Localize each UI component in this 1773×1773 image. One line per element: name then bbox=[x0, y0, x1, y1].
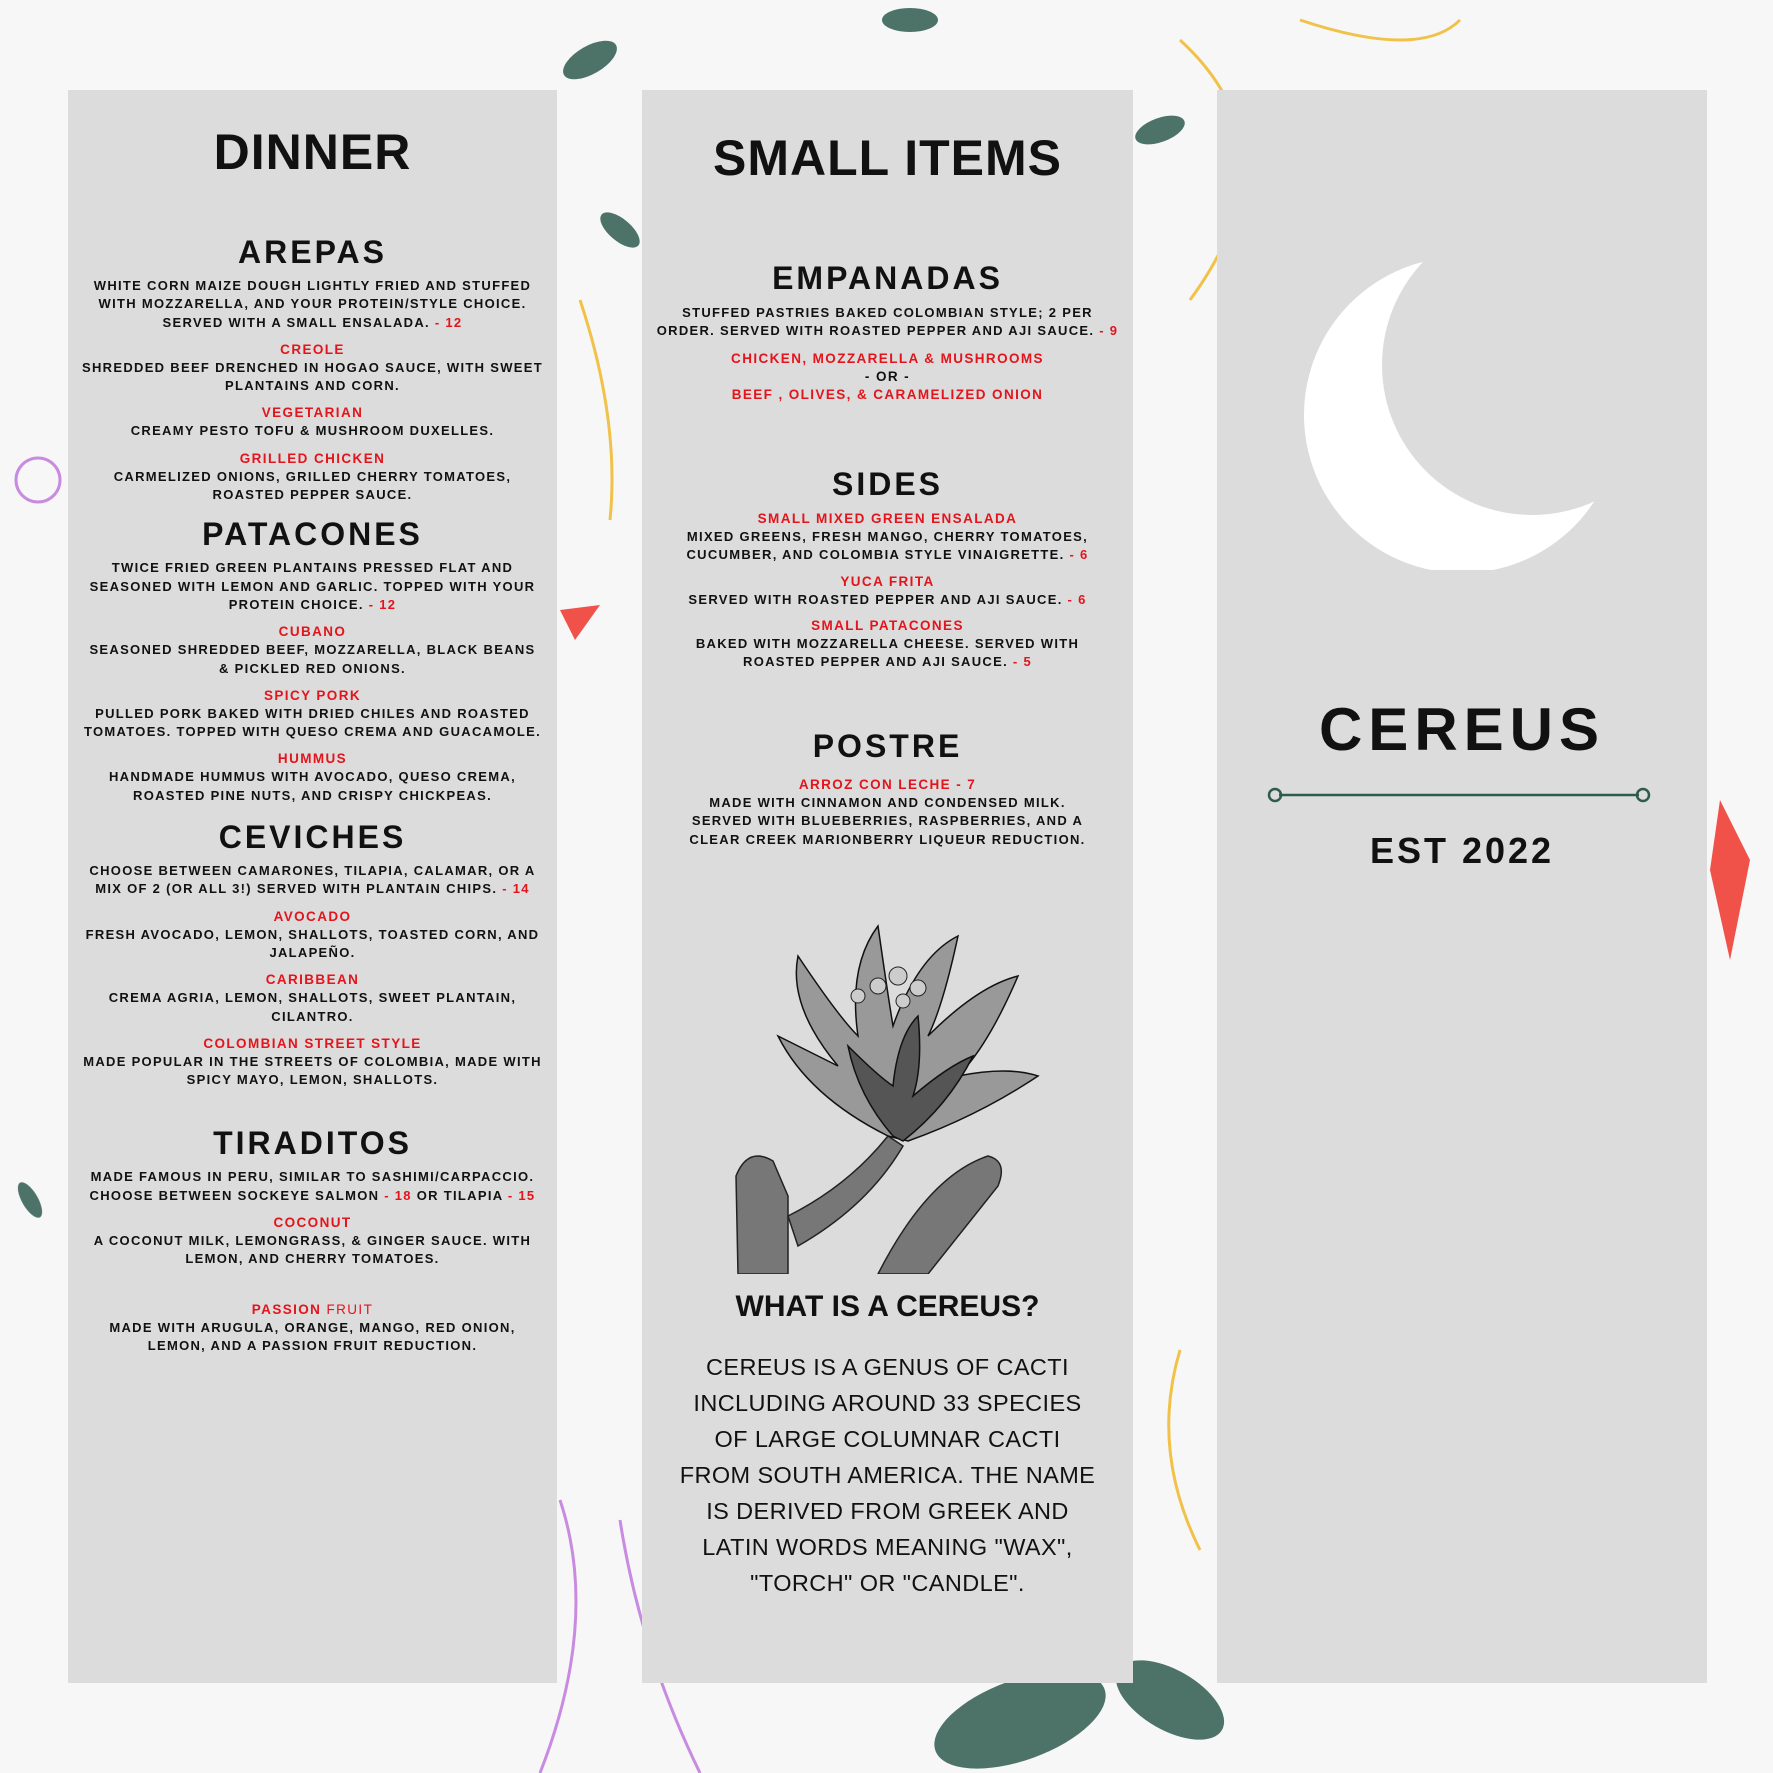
cereus-description: CEREUS IS A GENUS OF CACTI INCLUDING AROUND 33 SPECIES OF LARGE COLUMNAR CACTI FROM SOUTH AMERICA. THE NAME IS DERIVED FROM GREEK AND LATIN WORDS MEANING "WAX", "TORCH" OR "CANDLE". bbox=[679, 1354, 1096, 1596]
item-name bbox=[68, 1301, 557, 1319]
postre-item-name: ARROZ CON LECHE - 7 bbox=[798, 777, 977, 792]
empanadas-heading: EMPANADAS bbox=[772, 260, 1003, 296]
item-name-text: CREOLE bbox=[280, 341, 345, 357]
dinner-title: DINNER bbox=[213, 124, 412, 180]
item-desc: PULLED PORK BAKED WITH DRIED CHILES AND ROASTED TOMATOES. TOPPED WITH QUESO CREMA AND GUACAMOLE. bbox=[84, 705, 541, 740]
section-heading: TIRADITOS bbox=[213, 1125, 412, 1162]
section-desc bbox=[82, 559, 543, 614]
item-desc: CARMELIZED ONIONS, GRILLED CHERRY TOMATOES, ROASTED PEPPER SAUCE. bbox=[113, 468, 512, 503]
item-name-text: PASSION bbox=[251, 1301, 322, 1317]
desc-text: MADE FAMOUS IN PERU, SIMILAR TO SASHIMI/CARPACCIO. CHOOSE BETWEEN SOCKEYE SALMON bbox=[89, 1169, 535, 1203]
side-item bbox=[642, 573, 1133, 609]
side-item-desc bbox=[682, 591, 1093, 609]
item-desc: MADE POPULAR IN THE STREETS OF COLOMBIA, MADE WITH SPICY MAYO, LEMON, SHALLOTS. bbox=[83, 1053, 542, 1088]
item-desc: SHREDDED BEEF DRENCHED IN HOGAO SAUCE, WITH SWEET PLANTAINS AND CORN. bbox=[82, 359, 543, 394]
cereus-cactus-illustration bbox=[728, 916, 1042, 1274]
menu-section bbox=[68, 232, 557, 504]
side-item-desc bbox=[682, 635, 1093, 672]
section-desc bbox=[82, 277, 543, 332]
price: - 14 bbox=[502, 881, 530, 897]
side-item bbox=[642, 510, 1133, 565]
item-name-text: GRILLED CHICKEN bbox=[239, 450, 386, 466]
item-name-text: SPICY PORK bbox=[263, 687, 362, 703]
empanadas-or: - OR - bbox=[864, 368, 911, 384]
menu-item bbox=[68, 971, 557, 1026]
sides-section bbox=[642, 464, 1133, 671]
empanadas-option-1: CHICKEN, MOZZARELLA & MUSHROOMS bbox=[731, 350, 1044, 366]
brand-name: CEREUS bbox=[1318, 696, 1606, 763]
side-item-price: - 5 bbox=[1012, 654, 1032, 670]
price: - 12 bbox=[434, 314, 463, 330]
sides-items bbox=[642, 510, 1133, 671]
menu-item bbox=[68, 687, 557, 742]
side-item-desc-text: SERVED WITH ROASTED PEPPER AND AJI SAUCE. bbox=[688, 591, 1068, 607]
item-desc: CREMA AGRIA, LEMON, SHALLOTS, SWEET PLANTAIN, CILANTRO. bbox=[108, 990, 517, 1024]
side-item bbox=[642, 617, 1133, 672]
item-name bbox=[68, 750, 557, 768]
side-item-price: - 6 bbox=[1069, 547, 1089, 563]
postre-section bbox=[642, 726, 1133, 849]
desc-text: OR TILAPIA bbox=[411, 1187, 508, 1203]
menu-item bbox=[68, 1301, 557, 1356]
empanadas-desc-text: STUFFED PASTRIES BAKED COLOMBIAN STYLE; 2 PER ORDER. SERVED WITH ROASTED PEPPER AND AJI SAUCE. bbox=[656, 305, 1100, 339]
item-name-text: AVOCADO bbox=[273, 908, 352, 924]
item-name bbox=[68, 450, 557, 468]
empanadas-price: - 9 bbox=[1099, 323, 1119, 339]
desc-text: WHITE CORN MAIZE DOUGH LIGHTLY FRIED AND STUFFED WITH MOZZARELLA, AND YOUR PROTEIN/STYLE CHOICE. SERVED WITH A SMALL ENSALADA. bbox=[93, 278, 532, 330]
empanadas-desc bbox=[656, 304, 1119, 341]
side-item-name: SMALL PATACONES bbox=[811, 617, 964, 633]
menu-section bbox=[68, 1123, 557, 1355]
menu-item bbox=[68, 908, 557, 963]
menu-section bbox=[68, 817, 557, 1089]
menu-item bbox=[68, 404, 557, 440]
item-desc: CREAMY PESTO TOFU & MUSHROOM DUXELLES. bbox=[130, 423, 495, 439]
price: - 12 bbox=[368, 596, 397, 612]
section-desc bbox=[82, 1168, 543, 1205]
menu-item bbox=[68, 750, 557, 805]
desc-text: CHOOSE BETWEEN CAMARONES, TILAPIA, CALAMAR, OR A MIX OF 2 (OR ALL 3!) SERVED WITH PLANTAIN CHIPS. bbox=[89, 863, 536, 897]
side-item-desc-text: BAKED WITH MOZZARELLA CHEESE. SERVED WITH ROASTED PEPPER AND AJI SAUCE. bbox=[695, 635, 1080, 670]
price: - 15 bbox=[507, 1187, 536, 1203]
dinner-sections bbox=[68, 232, 557, 1355]
menu-section bbox=[68, 514, 557, 805]
menu-item bbox=[68, 450, 557, 505]
item-name bbox=[68, 341, 557, 359]
section-heading: CEVICHES bbox=[218, 819, 407, 856]
side-item-name: YUCA FRITA bbox=[840, 573, 935, 589]
small-items-panel bbox=[642, 90, 1133, 1683]
section-heading: PATACONES bbox=[202, 516, 423, 553]
postre-heading: POSTRE bbox=[812, 728, 963, 764]
menu-item bbox=[68, 1035, 557, 1090]
section-heading: AREPAS bbox=[238, 234, 387, 270]
item-name bbox=[68, 971, 557, 989]
item-name-text: VEGETARIAN bbox=[261, 405, 364, 421]
item-name-text: COCONUT bbox=[273, 1215, 352, 1231]
item-name bbox=[68, 623, 557, 641]
item-name bbox=[68, 1035, 557, 1053]
side-item-price: - 6 bbox=[1067, 591, 1087, 607]
item-name-text: CARIBBEAN bbox=[265, 972, 360, 988]
menu-item bbox=[68, 1214, 557, 1269]
item-name bbox=[68, 687, 557, 705]
item-desc: MADE WITH ARUGULA, ORANGE, MANGO, RED ONION, LEMON, AND A PASSION FRUIT REDUCTION. bbox=[109, 1319, 516, 1353]
desc-text: TWICE FRIED GREEN PLANTAINS PRESSED FLAT AND SEASONED WITH LEMON AND GARLIC. TOPPED WITH YOUR PROTEIN CHOICE. bbox=[89, 560, 536, 612]
dinner-panel bbox=[68, 90, 557, 1683]
item-name bbox=[68, 908, 557, 926]
side-item-desc bbox=[682, 528, 1093, 565]
small-items-title: SMALL ITEMS bbox=[713, 130, 1062, 186]
item-name bbox=[68, 1214, 557, 1232]
empanadas-option-2: BEEF , OLIVES, & CARAMELIZED ONION bbox=[731, 386, 1044, 402]
postre-item-desc: MADE WITH CINNAMON AND CONDENSED MILK. SERVED WITH BLUEBERRIES, RASPBERRIES, AND A CLEAR CREEK MARIONBERRY LIQUEUR REDUCTION. bbox=[689, 795, 1086, 847]
brand-panel bbox=[1217, 90, 1707, 1683]
item-desc: SEASONED SHREDDED BEEF, MOZZARELLA, BLACK BEANS & PICKLED RED ONIONS. bbox=[89, 642, 536, 676]
price: - 18 bbox=[384, 1187, 412, 1203]
item-name-suffix: FRUIT bbox=[321, 1301, 374, 1317]
item-name-text: HUMMUS bbox=[277, 751, 348, 767]
established-year: EST 2022 bbox=[1369, 830, 1555, 871]
menu-item bbox=[68, 623, 557, 678]
sides-heading: SIDES bbox=[831, 466, 944, 502]
item-name bbox=[68, 404, 557, 422]
menu-item bbox=[68, 341, 557, 396]
divider-line bbox=[1267, 787, 1651, 803]
section-desc bbox=[82, 862, 543, 899]
item-name-text: COLOMBIAN STREET STYLE bbox=[203, 1035, 422, 1051]
item-desc: A COCONUT MILK, LEMONGRASS, & GINGER SAUCE. WITH LEMON, AND CHERRY TOMATOES. bbox=[93, 1233, 532, 1267]
side-item-desc-text: MIXED GREENS, FRESH MANGO, CHERRY TOMATOES, CUCUMBER, AND COLOMBIA STYLE VINAIGRETTE. bbox=[686, 529, 1089, 563]
side-item-name: SMALL MIXED GREEN ENSALADA bbox=[757, 511, 1018, 526]
what-is-cereus-heading: WHAT IS A CEREUS? bbox=[735, 1290, 1040, 1323]
item-desc: FRESH AVOCADO, LEMON, SHALLOTS, TOASTED CORN, AND JALAPEÑO. bbox=[85, 926, 540, 960]
item-desc: HANDMADE HUMMUS WITH AVOCADO, QUESO CREMA, ROASTED PINE NUTS, AND CRISPY CHICKPEAS. bbox=[108, 769, 517, 803]
crescent-moon-icon bbox=[1297, 250, 1627, 570]
item-name-text: CUBANO bbox=[278, 624, 347, 640]
empanadas-section bbox=[642, 258, 1133, 404]
